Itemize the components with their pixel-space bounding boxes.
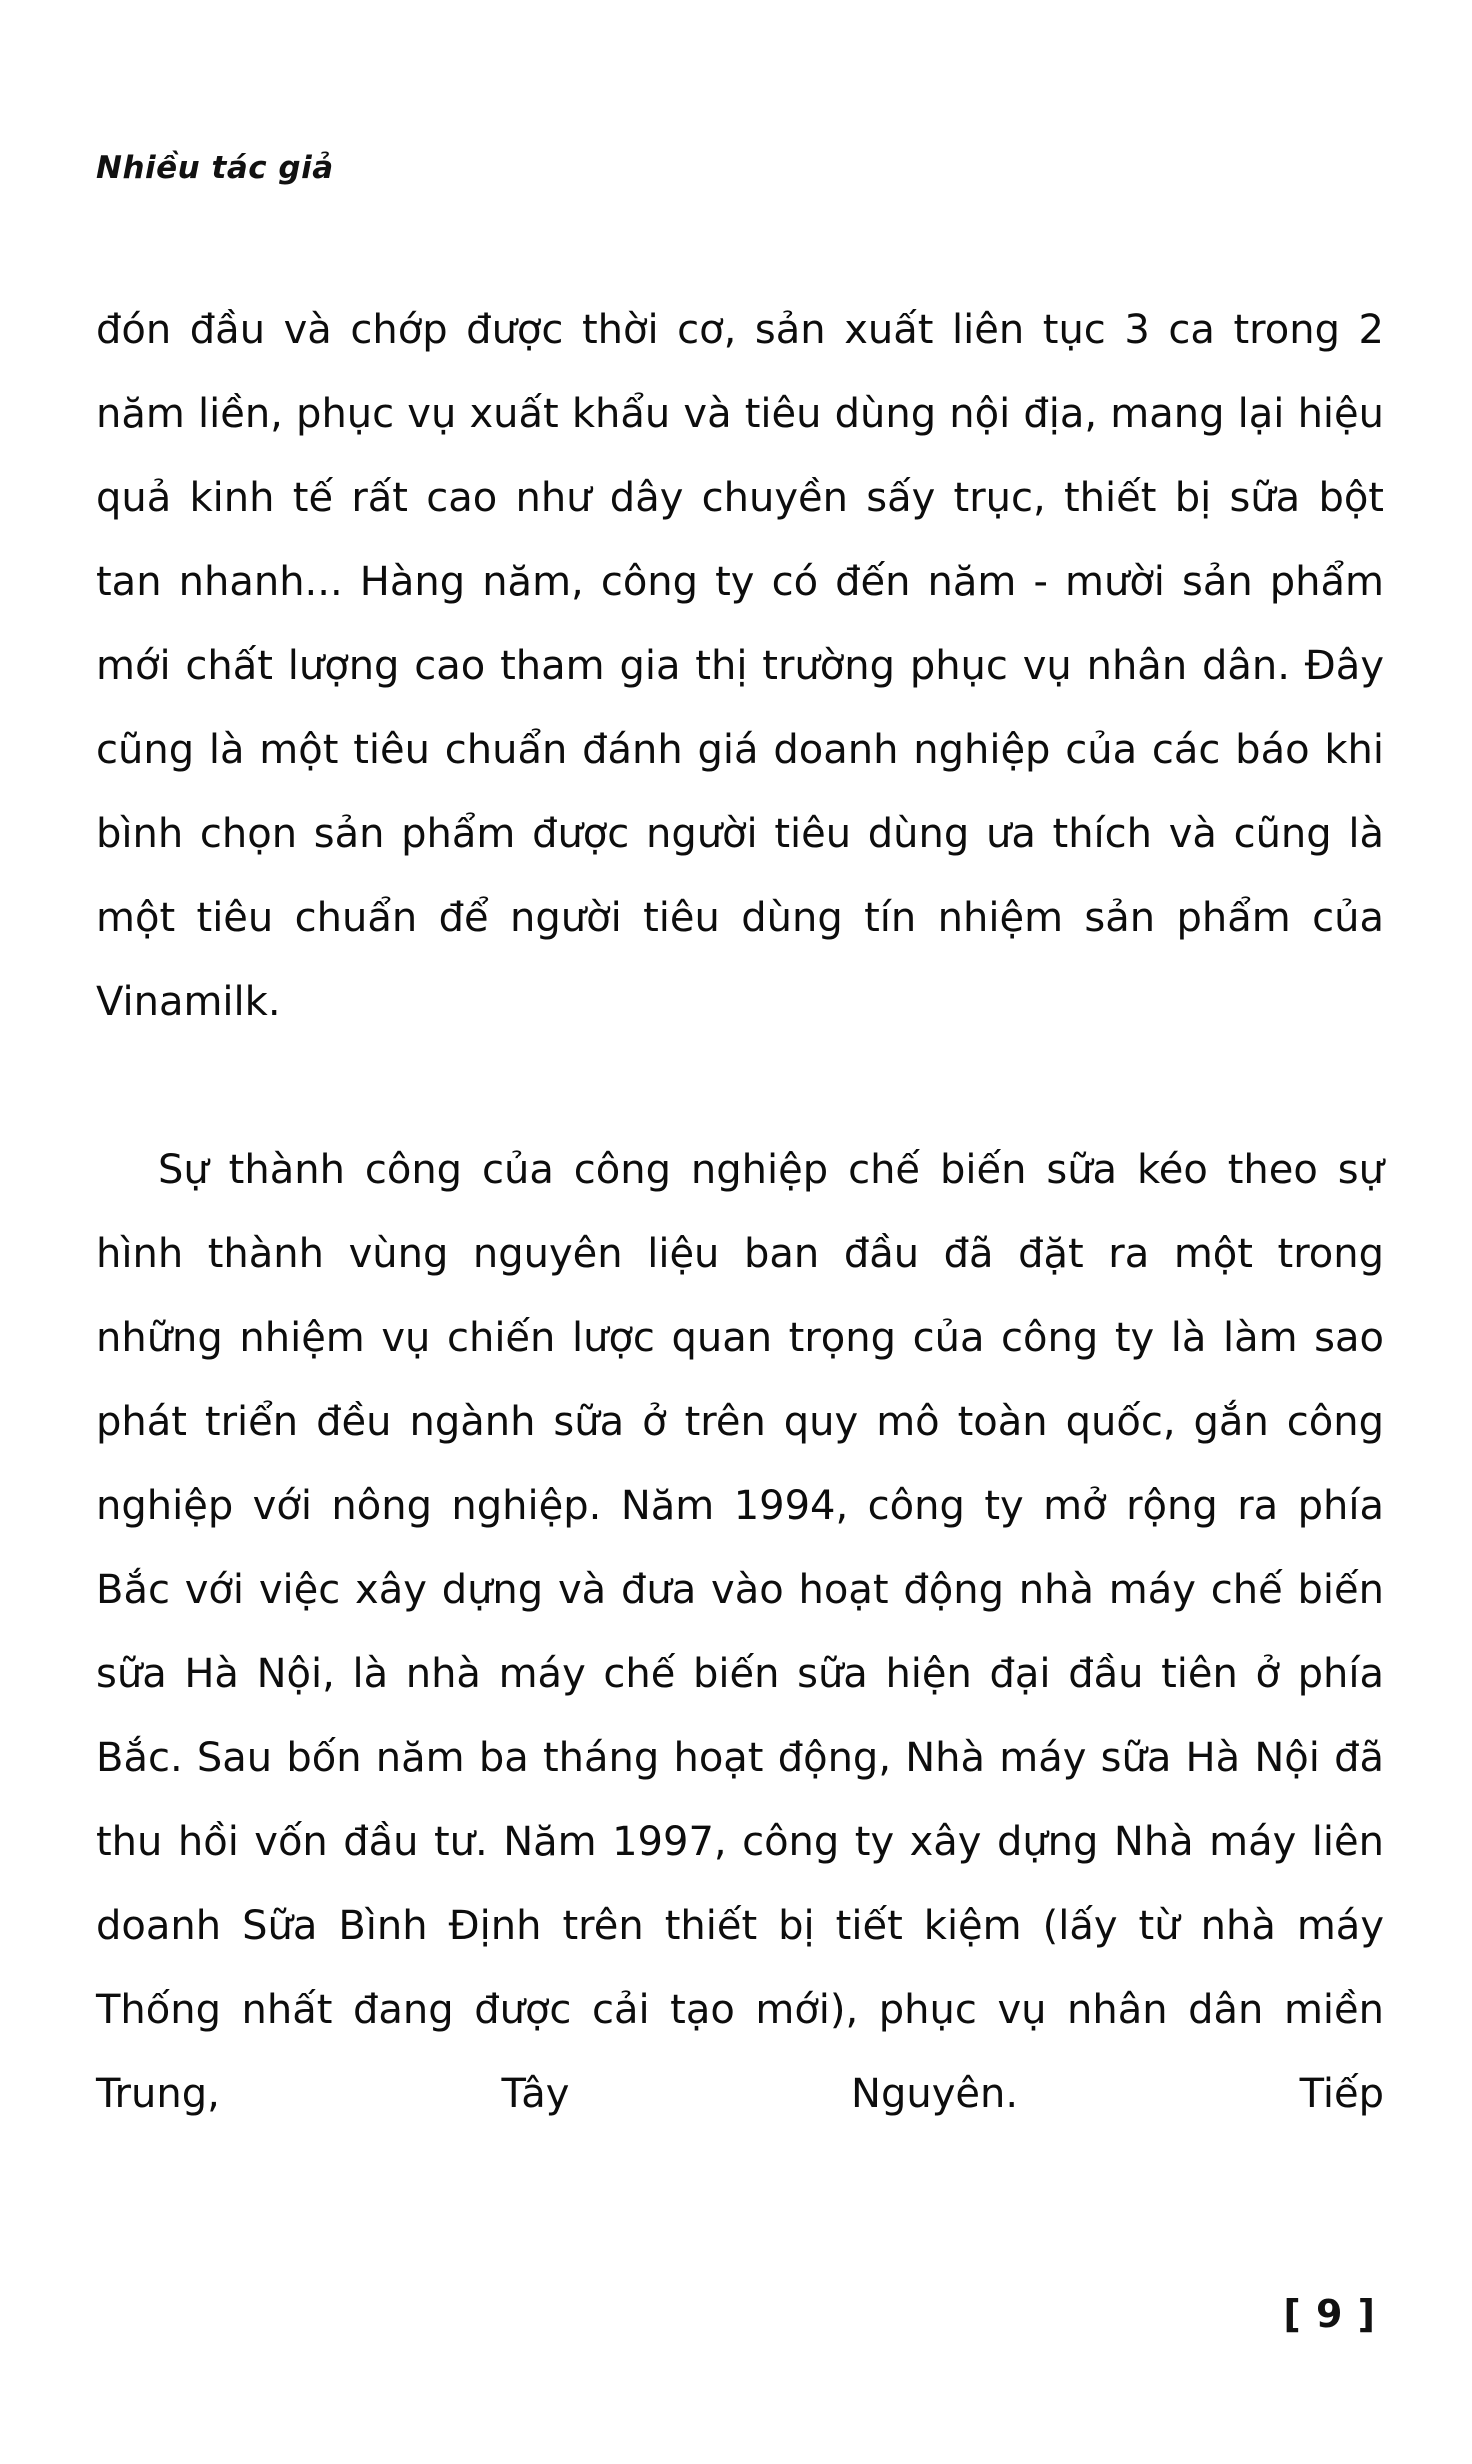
page-number: [ 9 ] — [1283, 2292, 1376, 2336]
paragraph: Sự thành công của công nghiệp chế biến sữa kéo theo sự hình thành vùng nguyên liệu ban đầu đã đặt ra một trong những nhiệm vụ chiến lược quan trọng của công ty là làm sao phát triển đều ngành sữa ở trên quy mô toàn quốc, gắn công nghiệp với nông nghiệp. Năm 1994, công ty mở rộng ra phía Bắc với việc xây dựng và đưa vào hoạt động nhà máy chế biến sữa Hà Nội, là nhà máy chế biến sữa hiện đại đầu tiên ở phía Bắc. Sau bốn năm ba tháng hoạt động, Nhà máy sữa Hà Nội đã thu hồi vốn đầu tư. Năm 1997, công ty xây dựng Nhà máy liên doanh Sữa Bình Định trên thiết bị tiết kiệm (lấy từ nhà máy Thống nhất đang được cải tạo mới), phục vụ nhân dân miền Trung, Tây Nguyên. Tiếp — [96, 1147, 1384, 2117]
page-body — [96, 288, 1384, 2220]
running-head: Nhiều tác giả — [96, 150, 334, 186]
paragraph: đón đầu và chớp được thời cơ, sản xuất liên tục 3 ca trong 2 năm liền, phục vụ xuất khẩu và tiêu dùng nội địa, mang lại hiệu quả kinh tế rất cao như dây chuyền sấy trục, thiết bị sữa bột tan nhanh... Hàng năm, công ty có đến năm - mười sản phẩm mới chất lượng cao tham gia thị trường phục vụ nhân dân. Đây cũng là một tiêu chuẩn đánh giá doanh nghiệp của các báo khi bình chọn sản phẩm được người tiêu dùng ưa thích và cũng là một tiêu chuẩn để người tiêu dùng tín nhiệm sản phẩm của Vinamilk. — [96, 307, 1384, 1025]
